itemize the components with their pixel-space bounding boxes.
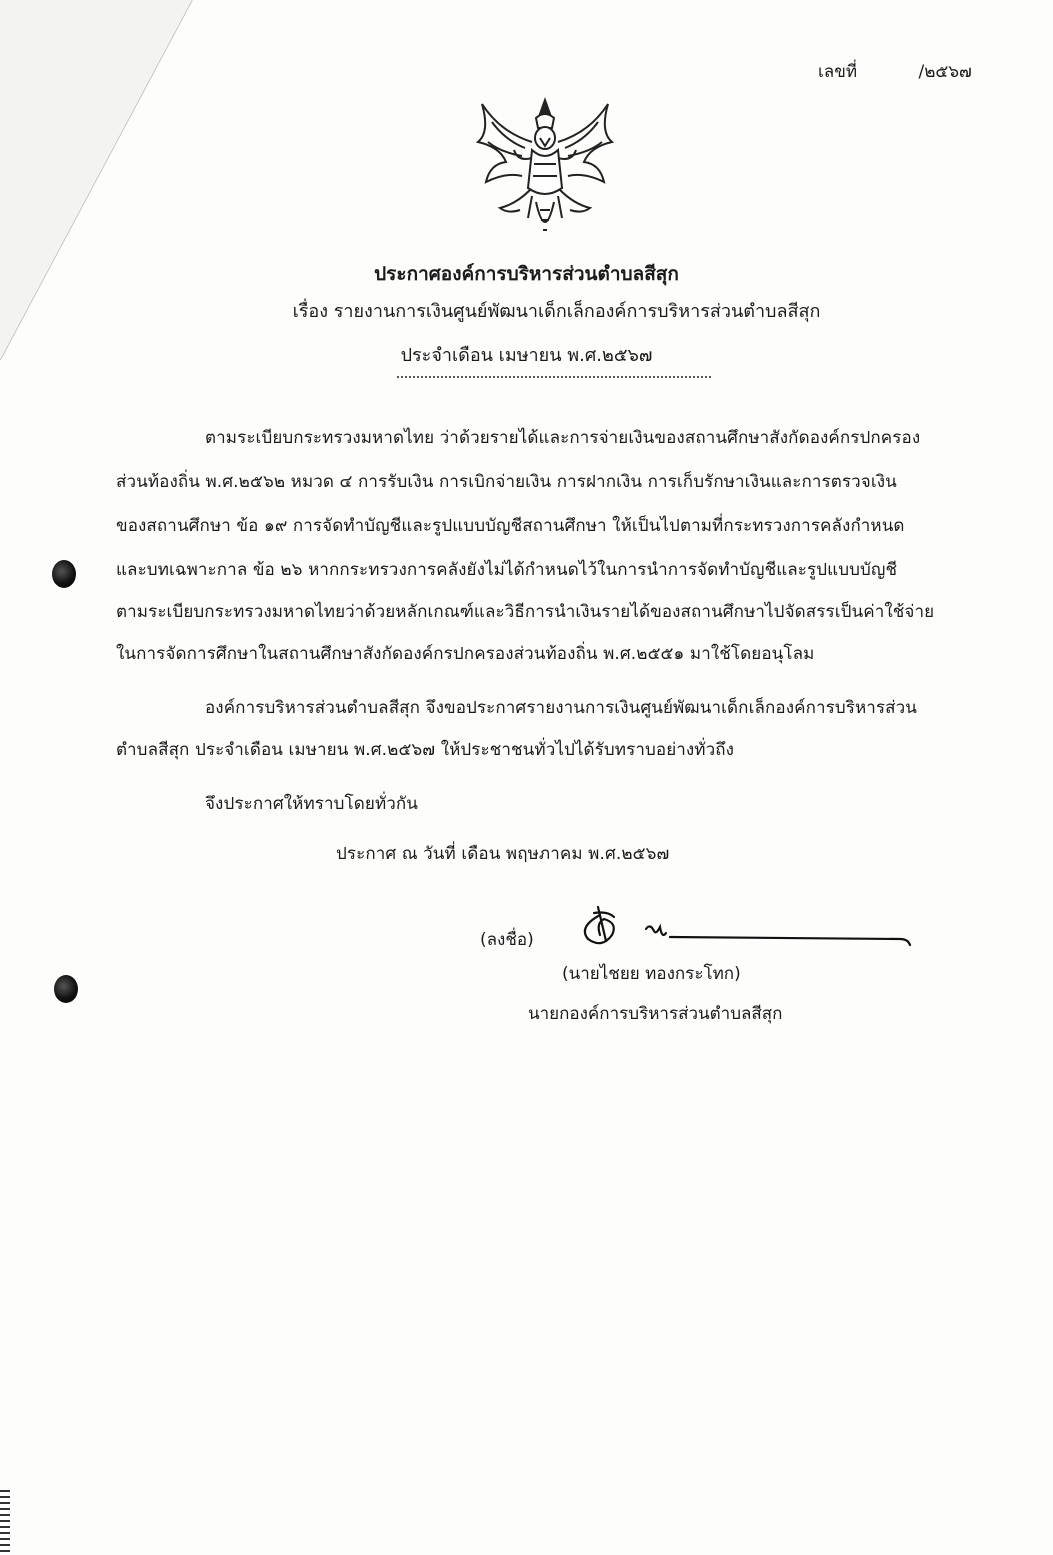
sign-label: (ลงชื่อ) [480, 930, 534, 950]
paragraph1-line: ตามระเบียบกระทรวงมหาดไทยว่าด้วยหลักเกณฑ์และวิธีการนำเงินรายได้ของสถานศึกษาไปจัดสรรเป็นค่าใช้จ่าย [116, 602, 935, 622]
binding-edge-mark [0, 1490, 10, 1555]
announcement-title: ประกาศองค์การบริหารส่วนตำบลสีสุก [374, 263, 679, 285]
announcement-subject: เรื่อง รายงานการเงินศูนย์พัฒนาเด็กเล็กองค์การบริหารส่วนตำบลสีสุก [292, 301, 821, 322]
document-number-label: เลขที่ [818, 62, 858, 82]
paragraph1-line: ในการจัดการศึกษาในสถานศึกษาสังกัดองค์กรปกครองส่วนท้องถิ่น พ.ศ.๒๕๕๑ มาใช้โดยอนุโลม [116, 644, 815, 664]
punch-hole [54, 975, 78, 1003]
title-separator [397, 376, 711, 378]
handwritten-signature [570, 905, 915, 955]
signatory-position: นายกองค์การบริหารส่วนตำบลสีสุก [528, 1004, 783, 1024]
signatory-name: (นายไชยย ทองกระโทก) [562, 964, 741, 984]
punch-hole [52, 560, 76, 588]
paragraph2-line: ตำบลสีสุก ประจำเดือน เมษายน พ.ศ.๒๕๖๗ ให้ประชาชนทั่วไปได้รับทราบอย่างทั่วถึง [116, 740, 735, 760]
announce-date: ประกาศ ณ วันที่ เดือน พฤษภาคม พ.ศ.๒๕๖๗ [336, 844, 670, 864]
announcement-period: ประจำเดือน เมษายน พ.ศ.๒๕๖๗ [400, 345, 653, 366]
paragraph1-line: และบทเฉพาะกาล ข้อ ๒๖ หากกระทรวงการคลังยังไม่ได้กำหนดไว้ในการนำการจัดทำบัญชีและรูปแบบบัญชี [116, 560, 898, 580]
paragraph1-line: ส่วนท้องถิ่น พ.ศ.๒๕๖๒ หมวด ๔ การรับเงิน การเบิกจ่ายเงิน การฝากเงิน การเก็บรักษาเงินและการตรวจเงิน [116, 472, 897, 492]
closing-line: จึงประกาศให้ทราบโดยทั่วกัน [205, 794, 419, 814]
garuda-emblem-icon [470, 92, 620, 248]
paragraph2-line: องค์การบริหารส่วนตำบลสีสุก จึงขอประกาศรายงานการเงินศูนย์พัฒนาเด็กเล็กองค์การบริหารส่วน [205, 698, 917, 718]
document-number [818, 58, 972, 85]
paragraph1-line: ของสถานศึกษา ข้อ ๑๙ การจัดทำบัญชีและรูปแบบบัญชีสถานศึกษา ให้เป็นไปตามที่กระทรวงการคลังกำหนด [116, 516, 905, 536]
document-number-value: /๒๕๖๗ [918, 62, 972, 82]
paragraph1-line: ตามระเบียบกระทรวงมหาดไทย ว่าด้วยรายได้และการจ่ายเงินของสถานศึกษาสังกัดองค์กรปกครอง [205, 428, 921, 448]
